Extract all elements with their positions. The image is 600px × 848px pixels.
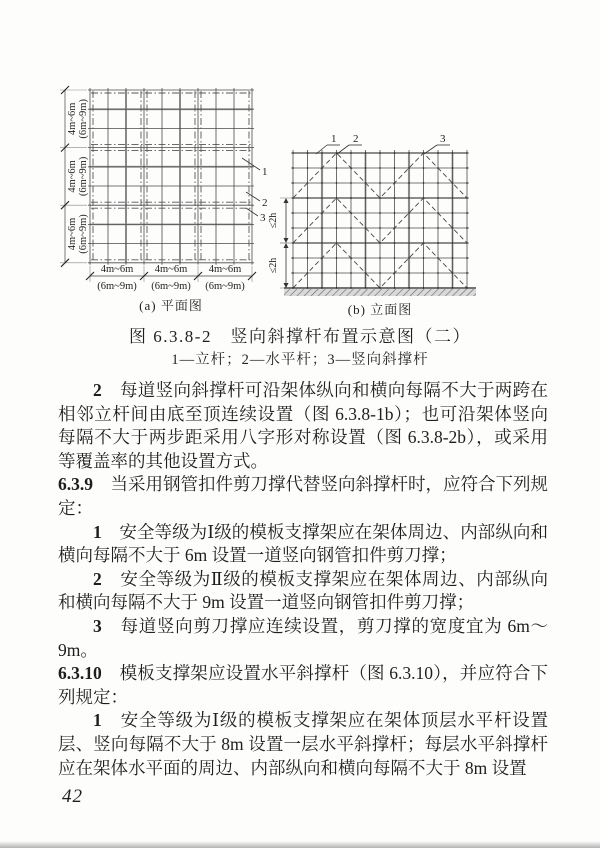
elevation-dim-label: ≤2h xyxy=(268,212,279,229)
plan-col-span-label: 4m~6m xyxy=(154,264,188,275)
clause-number: 3 xyxy=(93,615,102,636)
plan-row-span-label: 4m~6m xyxy=(67,102,78,136)
clause-item-paragraph xyxy=(58,379,548,473)
elevation-callout-2: 2 xyxy=(353,133,359,145)
plan-col-span-label: 4m~6m xyxy=(208,264,242,275)
elevation-dim-label: ≤2h xyxy=(268,257,279,274)
clause-number: 2 xyxy=(93,568,102,589)
plan-callout-1: 1 xyxy=(262,166,268,178)
clause-text: 模板支撑架应设置水平斜撑杆（图 6.3.10），并应符合下列规定： xyxy=(58,663,548,707)
plan-row-span-label-alt: (6m~9m) xyxy=(78,214,89,254)
clause-item-paragraph xyxy=(58,568,548,615)
clause-text: 当采用钢管扣件剪刀撑代替竖向斜撑杆时，应符合下列规定： xyxy=(58,474,548,518)
clause-item-paragraph xyxy=(58,709,548,780)
plan-col-span-label-alt: (6m~9m) xyxy=(151,281,191,292)
plan-callout-3: 3 xyxy=(260,212,266,224)
figure-legend: 1—立杆；2—水平杆；3—竖向斜撑杆 xyxy=(171,352,429,368)
figure-caption: 图 6.3.8-2 竖向斜撑杆布置示意图（二） xyxy=(129,327,471,346)
plan-col-span-label: 4m~6m xyxy=(100,264,134,275)
plan-col-span-label-alt: (6m~9m) xyxy=(97,281,137,292)
plan-callout-2: 2 xyxy=(262,197,268,209)
plan-row-span-label-alt: (6m~9m) xyxy=(78,156,89,197)
clause-number: 1 xyxy=(93,521,102,542)
scan-edge-artifact xyxy=(0,841,600,848)
plan-row-span-label-alt: (6m~9m) xyxy=(78,99,89,139)
plan-col-span-label-alt: (6m~9m) xyxy=(205,281,245,292)
plan-caption: (a) 平面图 xyxy=(139,298,203,313)
elevation-callout-3: 3 xyxy=(440,133,446,145)
clause-number: 6.3.10 xyxy=(58,663,102,684)
plan-row-span-label: 4m~6m xyxy=(67,217,78,251)
elevation-caption: (b) 立面图 xyxy=(347,302,413,317)
elevation-view-diagram xyxy=(245,100,497,322)
clause-number: 1 xyxy=(93,710,102,731)
plan-view-diagram xyxy=(29,72,281,320)
clause-item-paragraph xyxy=(58,521,548,568)
section-paragraph xyxy=(58,662,548,709)
clause-text: 安全等级为Ⅰ级的模板支撑架应在架体顶层水平杆设置层、竖向每隔不大于 8m 设置一层水平斜撑杆；每层水平斜撑杆应在架体水平面的周边、内部纵向和横向每隔不大于 8m 设置 xyxy=(58,710,548,778)
section-paragraph xyxy=(58,473,548,520)
plan-row-span-label: 4m~6m xyxy=(67,160,78,193)
clause-text: 每道竖向斜撑杆可沿架体纵向和横向每隔不大于两跨在相邻立杆间由底至顶连续设置（图 6.3.8-1b）；也可沿架体竖向每隔不大于两步距采用八字形对称设置（图 6.3.8-2b），或采用等覆盖率的其他设置方式。 xyxy=(58,380,548,471)
elevation-callout-1: 1 xyxy=(331,133,337,145)
page-number: 42 xyxy=(62,786,83,807)
clause-text: 安全等级为Ⅰ级的模板支撑架应在架体周边、内部纵向和横向每隔不大于 6m 设置一道竖向钢管扣件剪刀撑； xyxy=(58,521,548,566)
clause-item-paragraph xyxy=(58,615,548,662)
clause-text: 安全等级为Ⅱ级的模板支撑架应在架体周边、内部纵向和横向每隔不大于 9m 设置一道竖向钢管扣件剪刀撑； xyxy=(58,568,548,613)
clause-number: 2 xyxy=(93,380,102,400)
clause-number: 6.3.9 xyxy=(58,474,93,495)
body-text xyxy=(58,379,548,780)
ground-hatch xyxy=(284,289,476,296)
clause-text: 每道竖向剪刀撑应连续设置，剪刀撑的宽度宜为 6m～9m。 xyxy=(58,615,548,660)
